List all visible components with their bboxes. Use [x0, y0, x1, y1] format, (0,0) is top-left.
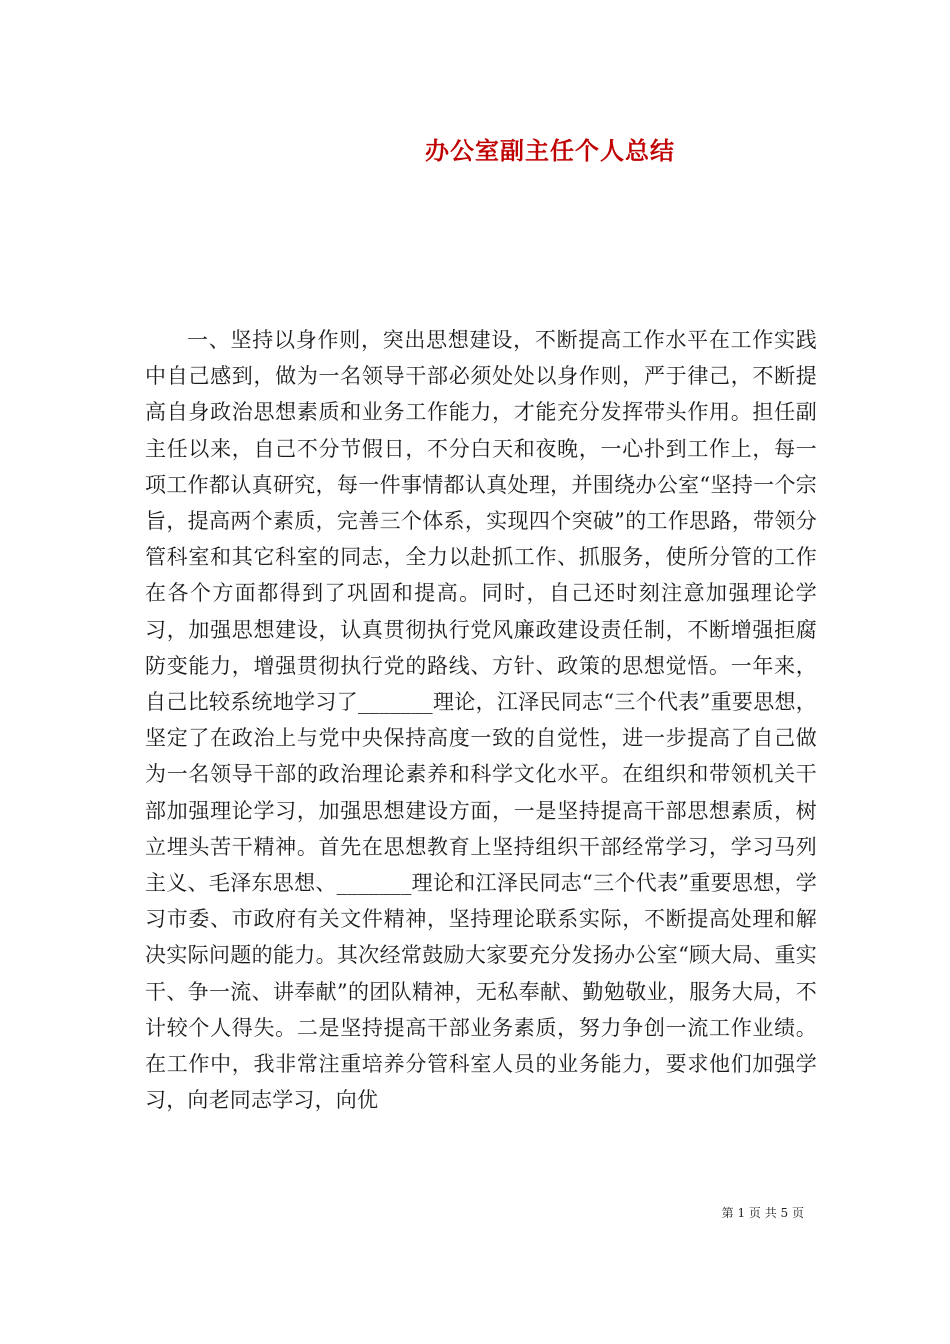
document-body-paragraph: 一、坚持以身作则，突出思想建设，不断提高工作水平在工作实践中自己感到，做为一名领导干部必须处处以身作则，严于律己，不断提高自身政治思想素质和业务工作能力，才能充分发挥带头作用。担任副主任以来，自己不分节假日，不分白天和夜晚，一心扑到工作上，每一项工作都认真研究，每一件事情都认真处理，并围绕办公室“坚持一个宗旨，提高两个素质，完善三个体系，实现四个突破”的工作思路，带领分管科室和其它科室的同志，全力以赴抓工作、抓服务，使所分管的工作在各个方面都得到了巩固和提高。同时，自己还时刻注意加强理论学习，加强思想建设，认真贯彻执行党风廉政建设责任制，不断增强拒腐防变能力，增强贯彻执行党的路线、方针、政策的思想觉悟。一年来，自己比较系统地学习了_______理论，江泽民同志“三个代表”重要思想，坚定了在政治上与党中央保持高度一致的自觉性，进一步提高了自己做为一名领导干部的政治理论素养和科学文化水平。在组织和带领机关干部加强理论学习，加强思想建设方面，一是坚持提高干部思想素质，树立埋头苦干精神。首先在思想教育上坚持组织干部经常学习，学习马列主义、毛泽东思想、_______理论和江泽民同志“三个代表”重要思想，学习市委、市政府有关文件精神，坚持理论联系实际，不断提高处理和解决实际问题的能力。其次经常鼓励大家要充分发扬办公室“顾大局、重实干、争一流、讲奉献”的团队精神，无私奉献、勤勉敬业，服务大局，不计较个人得失。二是坚持提高干部业务素质，努力争创一流工作业绩。在工作中，我非常注重培养分管科室人员的业务能力，要求他们加强学习，向老同志学习，向优 [145, 328, 817, 1113]
document-title: 办公室副主任个人总结 [425, 136, 675, 165]
page-number-footer: 第 1 页 共 5 页 [721, 1206, 804, 1220]
